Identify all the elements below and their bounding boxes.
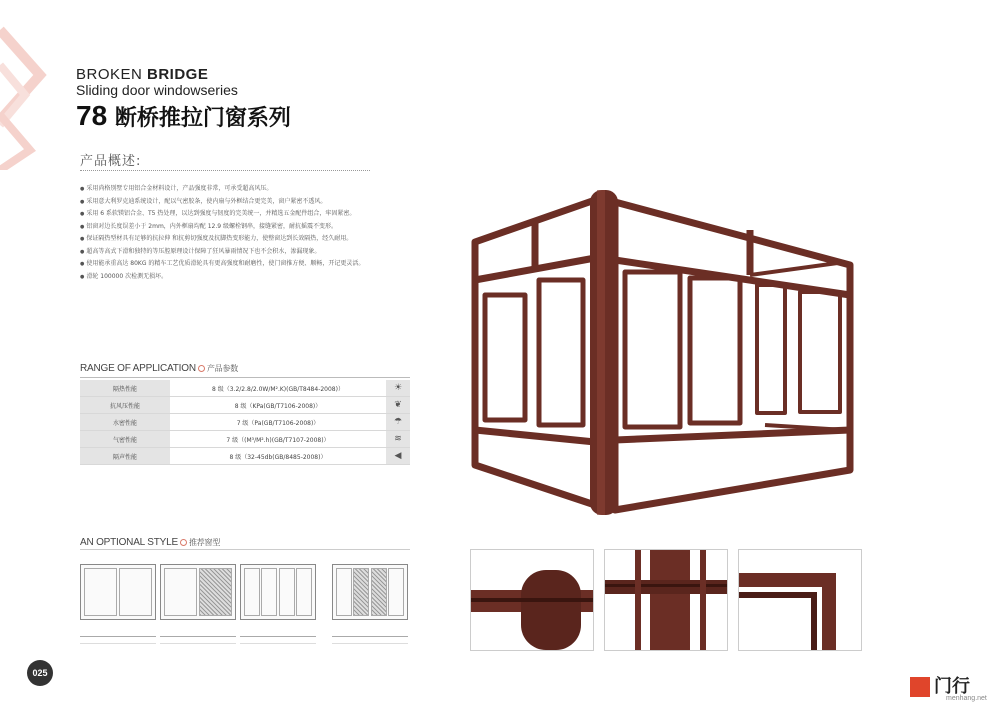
corner-detail-image [470,549,594,651]
list-item: ● 采用意大利罗克迪系统设计，配以气密胶条，使内扇与外框结合更完美，窗户紧密不透风。 [80,196,410,209]
table-row: 气密性能 7 级（(M³/M².h)(GB/T7107-2008)） ≋ [80,431,410,448]
logo-mark-icon [910,677,930,697]
track-profile [80,636,156,644]
ring-icon [198,365,205,372]
page-title: 78 断桥推拉门窗系列 [76,100,291,131]
list-item: ● 采用 6 系软镁铝合金、T5 热处理，以达到强度与韧度的完美统一，并精选五金配件组合，牢固紧密。 [80,208,410,221]
overview-heading: 产品概述: [80,154,142,169]
list-item: ● 铝窗对边长度误差小于 2mm，内外框扇均配 12.9 级螺栓钢串，接缝紧密，耐抗摇震不变形。 [80,221,410,234]
logo-url: menhang.net [946,695,987,702]
overview-divider [80,170,370,171]
params-table [80,380,410,465]
table-row: 隔热性能 8 级（3.2/2.8/2.0W/M².K)(GB/T8484-2008)） ☀ [80,380,410,397]
table-row: 水密性能 7 级（Pa(GB/T7106-2008)） ☂ [80,414,410,431]
logo: 门行 [910,672,970,698]
post-detail-image [604,549,728,651]
range-heading: RANGE OF APPLICATION 产品参数 [80,363,239,374]
frame-joint-detail-image [738,549,862,651]
table-row: 抗风压性能 8 级（KPa(GB/T7106-2008)） ❦ [80,397,410,414]
style-divider [80,549,410,550]
sun-icon: ☀ [386,380,410,397]
wind-icon: ❦ [386,397,410,414]
sunroom-render [465,180,865,525]
list-item: ● 使用能承重高达 80KG 的精车工艺优质滑轮具有更高强度和耐磨性，使门窗推方便、顺畅，开记更灵活。 [80,258,410,271]
window-style-thumb [80,564,156,620]
track-profile [160,636,236,644]
range-divider [80,377,410,378]
window-style-thumb [332,564,408,620]
track-profile [240,636,316,644]
speaker-icon: ◀ [386,448,410,465]
table-row: 隔声性能 8 级（32-45db(GB/8485-2008)） ◀ [80,448,410,465]
style-heading: AN OPTIONAL STYLE 推荐窗型 [80,537,221,548]
rain-icon: ☂ [386,414,410,431]
overview-list [80,183,410,283]
ring-icon [180,539,187,546]
airflow-icon: ≋ [386,431,410,448]
decorative-chevrons [0,20,60,170]
brand-line2: Sliding door windowseries [76,82,238,98]
page-number: 025 [27,660,53,686]
brand-line1: BROKEN BRIDGE [76,66,209,83]
list-item: ● 滑轮 100000 次检测无损坏。 [80,271,410,284]
window-style-thumb [160,564,236,620]
window-style-thumb [240,564,316,620]
list-item: ● 采用尚格别墅专用铝合金材料设计，产品强度非常，可承受超高风压。 [80,183,410,196]
list-item: ● 保证隔热型材具有足够的抗拉伸 和抗剪切强度及抗脚热变形能力，使整窗达到长效隔热，经久耐用。 [80,233,410,246]
track-profile [332,636,408,644]
list-item: ● 超高等高式下滑和独特的等压腔原理设计保障了狂风暴雨情况下也不会积水，渗漏现象。 [80,246,410,259]
